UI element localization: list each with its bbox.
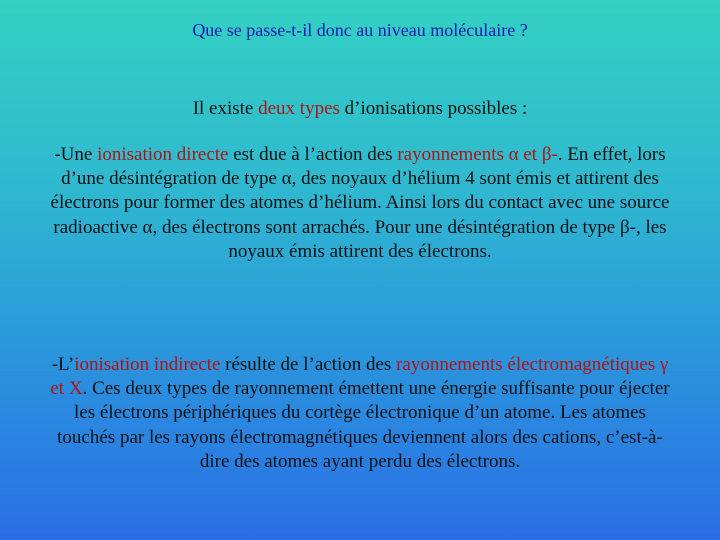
p2-text-3: . Ces deux types de rayonnement émettent une énergie suffisante pour éjecter les électrons périphériques du cortège électronique d’un atome. Les atomes touchés par les rayons électromagnétiques deviennent alors des cations, c’est-à-dire des atomes ayant perdu des électrons. <box>57 378 670 472</box>
p2-highlight-ionisation-indirecte: ionisation indirecte <box>74 354 221 375</box>
p1-text-1: -Une <box>54 144 98 165</box>
paragraph-indirect-ionisation <box>46 353 674 474</box>
p2-highlight-rayonnements: rayonnements électromagnétiques γ et X <box>50 354 669 400</box>
intro-text <box>0 98 720 120</box>
paragraph-direct-ionisation <box>46 143 674 264</box>
p2-text-2: résulte de l’action des <box>220 354 397 375</box>
p1-text-3: . En effet, lors d’une désintégration de type α, des noyaux d’hélium 4 sont émis et attirent des électrons pour former des atomes d’hélium. Ainsi lors du contact avec une source radioactive α, des électrons sont arrachés. Pour une désintégration de type β-, les noyaux émis attirent des électrons. <box>50 144 670 262</box>
p1-highlight-ionisation-directe: ionisation directe <box>97 144 229 165</box>
p1-highlight-rayonnements: rayonnements α et β- <box>397 144 558 165</box>
intro-before: Il existe <box>192 98 259 119</box>
p1-text-2: est due à l’action des <box>228 144 398 165</box>
p2-text-1: -L’ <box>51 354 75 375</box>
intro-highlight: deux types <box>258 98 340 119</box>
intro-after: d’ionisations possibles : <box>339 98 528 119</box>
slide-title: Que se passe-t-il donc au niveau moléculaire ? <box>192 20 528 40</box>
